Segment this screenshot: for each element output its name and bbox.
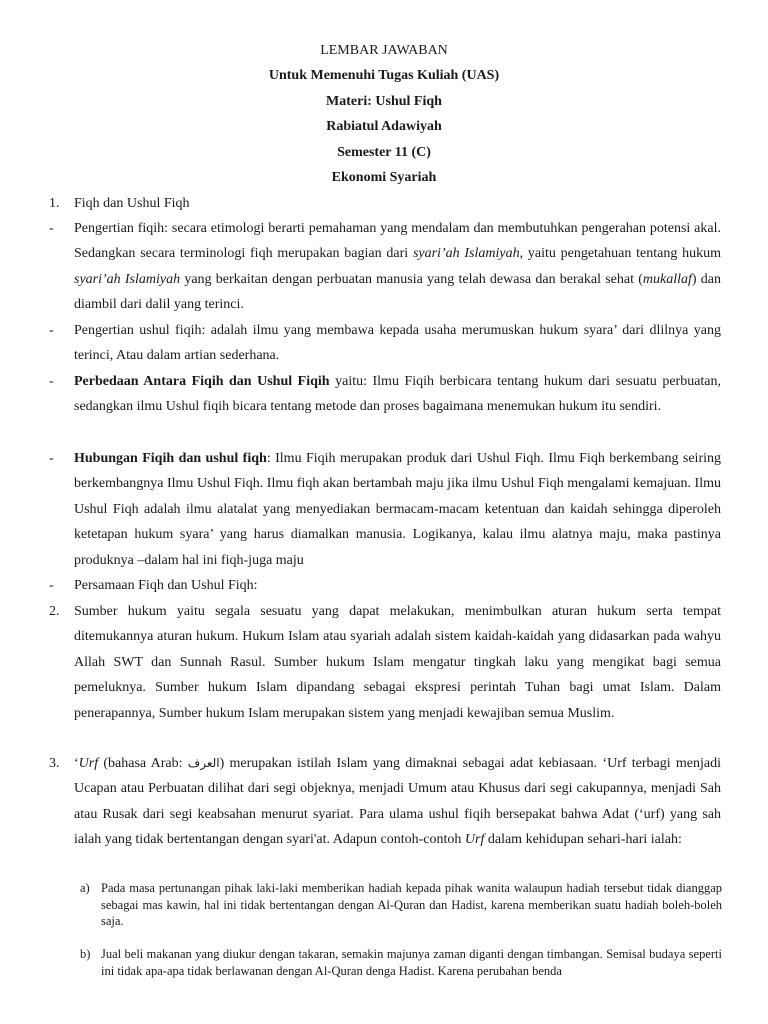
- bold-run: Hubungan Fiqih dan ushul fiqh: [74, 451, 267, 466]
- text-run: ) dan diambil dari dalil yang terinci.: [74, 271, 721, 313]
- paragraph: Pada masa pertunangan pihak laki-laki memberikan hadiah kepada pihak wanita walaupun hadiah tersebut tidak dianggap sebagai mas kawin, hal ini tidak bertentangan dengan Al-Quran dan Hadist, karena memberikan suatu hadiah boleh-boleh saja.: [101, 881, 722, 928]
- italic-run: mukallaf: [642, 271, 692, 287]
- list-number: 2.: [49, 604, 60, 619]
- text-run: (bahasa Arab:: [98, 756, 188, 771]
- text-run: : Ilmu Fiqih merupakan produk dari Ushul Fiqh. Ilmu Fiqh berkembang seiring berkembangnya Ilmu Ushul Fiqh. Ilmu fiqh akan bertambah maju jika ilmu Ushul Fiqh mengalami kemajuan. Ilmu Ushul Fiqh adalah ilmu alatalat yang menyediakan bermacam-macam ketentuan dan kaidah sehingga diperoleh ketetapan hukum syara’ yang harus diamalkan manusia. Logikanya, kalau ilmu alatnya maju, maka pastinya produknya –dalam hal ini fiqh-juga maju: [74, 451, 721, 568]
- list-item-1: [49, 191, 721, 216]
- text-run: , yaitu pengetahuan tentang hukum: [519, 246, 722, 262]
- paragraph: Sumber hukum yaitu segala sesuatu yang dapat melakukan, menimbulkan aturan hukum serta tempat ditemukannya aturan hukum. Hukum Islam atau syariah adalah sistem kaidah-kaidah yang didasarkan pada wahyu Allah SWT dan Sunnah Rasul. Sumber hukum Islam mengatur tingkah laku yang mengikat bagi semua pemeluknya. Sumber hukum Islam dipandang sebagai ekspresi perintah Tuhan bagi umat Islam. Dalam penerapannya, Sumber hukum Islam merupakan sistem yang menjadi kewajiban semua Muslim.: [74, 604, 721, 721]
- dash-marker: -: [49, 451, 54, 466]
- doc-subtitle: Untuk Memenuhi Tugas Kuliah (UAS): [268, 68, 500, 83]
- paragraph: [74, 369, 721, 420]
- text-run: ‘: [74, 756, 79, 771]
- dash-marker: -: [49, 374, 54, 389]
- paragraph: [74, 751, 721, 853]
- bullet-pengertian-ushul: [49, 318, 721, 369]
- list-number: 1.: [49, 196, 60, 211]
- sub-item-marker: b): [80, 947, 91, 961]
- italic-run: syari’ah Islamiyah: [74, 271, 181, 287]
- bullet-perbedaan: [49, 369, 721, 420]
- paragraph: [74, 216, 721, 318]
- doc-author: Rabiatul Adawiyah: [326, 119, 442, 134]
- dash-marker: -: [49, 221, 54, 236]
- paragraph: [74, 446, 721, 573]
- text-run: yaitu: Ilmu Fiqih berbicara tentang hukum dari sesuatu perbuatan, sedangkan ilmu Ushul fiqih bicara tentang metode dan proses bagaimana menemukan hukum itu sendiri.: [74, 374, 722, 415]
- doc-materi: Materi: Ushul Fiqh: [326, 94, 442, 109]
- sub-item-a: [80, 880, 722, 930]
- arabic-term: العرف: [187, 756, 220, 770]
- bullet-persamaan: [49, 573, 721, 598]
- doc-prodi: Ekonomi Syariah: [331, 170, 437, 185]
- sub-item-b: [80, 946, 722, 979]
- list-item-2: [49, 599, 721, 726]
- sub-item-marker: a): [80, 881, 90, 895]
- doc-semester: Semester 11 (C): [337, 145, 431, 160]
- paragraph: Jual beli makanan yang diukur dengan takaran, semakin majunya zaman diganti dengan timbangan. Semisal budaya seperti ini tidak apa-apa tidak berlawanan dengan Al-Quran denga Hadist. Karena perubahan benda: [101, 947, 722, 978]
- text-run: Pengertian fiqih: secara etimologi berarti pemahaman yang mendalam dan membutuhkan pengerahan potensi akal. Sedangkan secara terminologi fiqh merupakan bagian dari: [74, 221, 721, 262]
- italic-run: Urf: [464, 832, 485, 848]
- list-item-3: [49, 751, 721, 853]
- bullet-hubungan: [49, 446, 721, 573]
- paragraph: Pengertian ushul fiqih: adalah ilmu yang membawa kepada usaha merumuskan hukum syara’ dari dlilnya yang terinci, Atau dalam artian sederhana.: [74, 323, 721, 364]
- list-number: 3.: [49, 756, 60, 771]
- bullet-pengertian-fiqih: [49, 216, 721, 318]
- text-run: ) merupakan istilah Islam yang dimaknai sebagai adat kebiasaan. ‘Urf terbagi menjadi Ucapan atau Perbuatan dilihat dari segi objeknya, menjadi Umum atau Khusus dari segi cakupannya, menjadi Sah atau Rusak dari segi keabsahan menurut syariat. Para ulama ushul fiqih bersepakat bahwa Adat (‘urf) yang sah ialah yang tidak bertentangan dengan syari'at. Adapun contoh-contoh: [74, 756, 722, 848]
- doc-title: LEMBAR JAWABAN: [320, 43, 448, 58]
- paragraph: Persamaan Fiqh dan Ushul Fiqh:: [74, 578, 258, 593]
- text-run: yang berkaitan dengan perbuatan manusia yang telah dewasa dan berakal sehat (: [180, 271, 643, 287]
- list-item-text: Fiqh dan Ushul Fiqh: [74, 196, 190, 211]
- dash-marker: -: [49, 578, 54, 593]
- text-run: dalam kehidupan sehari-hari ialah:: [484, 832, 682, 848]
- dash-marker: -: [49, 323, 54, 338]
- italic-run: syari’ah Islamiyah: [412, 246, 520, 262]
- bold-run: Perbedaan Antara Fiqih dan Ushul Fiqih: [74, 374, 330, 389]
- italic-run: Urf: [78, 756, 99, 771]
